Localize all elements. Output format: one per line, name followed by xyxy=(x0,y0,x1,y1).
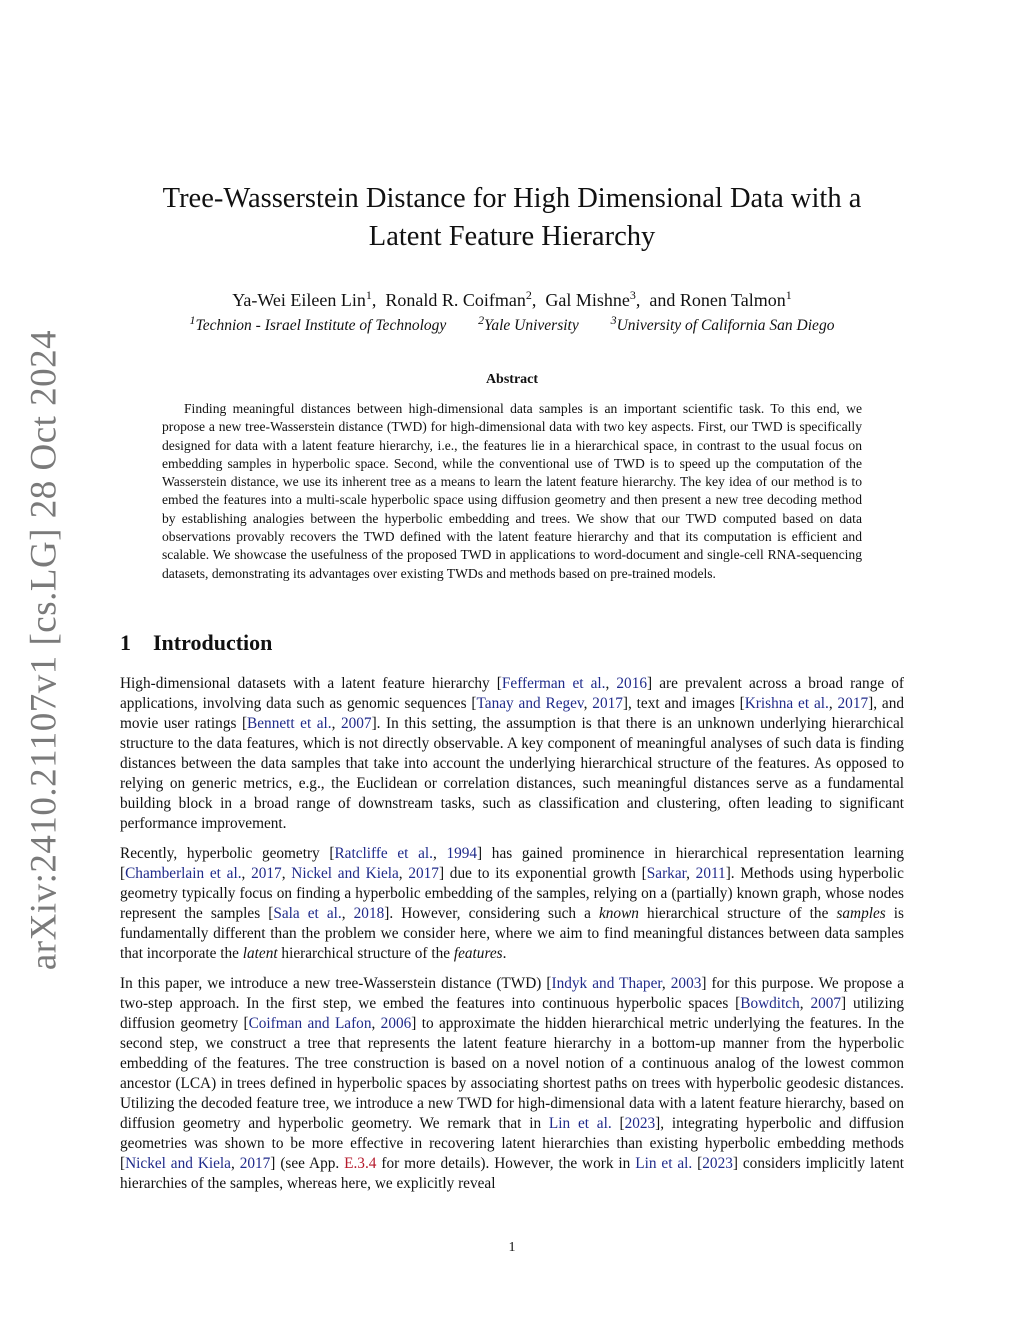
citation-link[interactable]: 2003 xyxy=(670,975,702,992)
emphasized-text: samples xyxy=(836,905,886,922)
text-run: , xyxy=(341,905,354,922)
author xyxy=(545,290,680,310)
citation-link[interactable]: Tanay and Regev xyxy=(476,695,584,712)
text-run: ] utilizing diffusion geometry [ xyxy=(120,995,904,1032)
title-line-2: Latent Feature Hierarchy xyxy=(368,221,656,252)
text-run: for more details). However, the work in xyxy=(376,1155,636,1172)
affiliation-number: 2 xyxy=(478,313,485,327)
citation-link[interactable]: Sala et al. xyxy=(273,905,342,922)
emphasized-text: features xyxy=(453,945,503,962)
affiliation-list xyxy=(120,309,904,337)
affiliation xyxy=(189,313,447,335)
text-run: , xyxy=(241,865,252,882)
citation-link[interactable]: 2018 xyxy=(353,905,385,922)
text-run: , xyxy=(432,845,447,862)
affiliation xyxy=(478,313,579,335)
abstract-text: Finding meaningful distances between high-dimensional data samples is an important scientific task. To this end, we propose a new tree-Wasserstein distance (TWD) for high-dimensional data with two key aspects. First, our TWD is specifically designed for data with a latent feature hierarchy, i.e., the features lie in a hierarchical space, in contrast to the usual focus on embedding samples in hyperbolic space. Second, while the conventional use of TWD is to speed up the computation of the Wasserstein distance, we use its inherent tree as a means to learn the latent feature hierarchy. The key idea of our method is to embed the features into a multi-scale hyperbolic space using diffusion geometry and then present a new tree decoding method by establishing analogies between the hyperbolic embedding and trees. We show that our TWD computed based on data observations provably recovers the TWD defined with the latent feature hierarchy and that its computation is efficient and scalable. We showcase the usefulness of the proposed TWD in applications to word-document and single-cell RNA-sequencing datasets, demonstrating its advantages over existing TWDs and methods based on pre-trained models. xyxy=(162,401,862,581)
text-run: . xyxy=(502,945,507,962)
author-affiliation-mark: 1 xyxy=(365,288,372,302)
text-run: [ xyxy=(611,1115,625,1132)
text-run: hierarchical structure of the xyxy=(277,945,454,962)
text-run: , xyxy=(583,695,593,712)
affiliation-number: 1 xyxy=(189,313,196,327)
citation-link[interactable]: Nickel and Kiela xyxy=(125,1155,231,1172)
intro-paragraph-2 xyxy=(120,844,904,964)
affiliation-name: Yale University xyxy=(484,317,579,335)
text-run: ]. However, considering such a xyxy=(384,905,599,922)
page-number: 1 xyxy=(508,1240,516,1255)
citation-link[interactable]: Lin et al. xyxy=(635,1155,693,1172)
text-run: hierarchical structure of the xyxy=(638,905,837,922)
section-number: 1 xyxy=(120,630,131,655)
citation-link[interactable]: Krishna et al. xyxy=(744,695,829,712)
author-name: Ronald R. Coifman xyxy=(385,290,526,310)
citation-link[interactable]: 2006 xyxy=(380,1015,412,1032)
emphasized-text: known xyxy=(598,905,639,922)
text-run: , xyxy=(686,865,696,882)
affiliation-name: Technion - Israel Institute of Technology xyxy=(195,317,447,335)
citation-link[interactable]: Fefferman et al. xyxy=(501,675,606,692)
affiliation xyxy=(610,313,835,335)
author xyxy=(385,290,545,310)
intro-paragraph-1 xyxy=(120,674,904,834)
text-run: , xyxy=(605,675,617,692)
text-run: ] to approximate the hidden hierarchical metric underlying the features. In the second step, we construct a tree that represents the latent feature hierarchy in a bottom-up manner from the hyperbolic embedding of the features. The tree construction is based on a novel notion of a continuous analog of the lowest common ancestor (LCA) in trees defined in hyperbolic spaces by associating shortest paths on trees with hyperbolic geodesic distances. Utilizing the decoded feature tree, we introduce a new TWD for high-dimensional data with a latent feature hierarchy, based on diffusion geometry and hyperbolic geometry. We remark that in xyxy=(120,1015,905,1132)
text-run: [ xyxy=(692,1155,703,1172)
citation-link[interactable]: 2017 xyxy=(239,1155,271,1172)
citation-link[interactable]: Sarkar xyxy=(646,865,687,882)
text-run: ]. In this setting, the assumption is that there is an unknown underlying hierarchical structure to the data features, which is not directly observable. A key component of meaningful analyses of such data is finding distances between the data samples that take into account the underlying hierarchical structure of the features. As opposed to relying on generic metrics, e.g., the Euclidean or correlation distances, such meaningful distances serve as a fundamental building block in a broad range of downstream tasks, such as classification and clustering, often leading to significant performance improvement. xyxy=(120,715,904,832)
author-separator: , and xyxy=(635,290,680,310)
author-affiliation-mark: 3 xyxy=(629,288,636,302)
abstract-heading: Abstract xyxy=(485,372,539,387)
author-affiliation-mark: 2 xyxy=(525,288,532,302)
citation-link[interactable]: 2017 xyxy=(408,865,439,882)
citation-link[interactable]: Indyk and Thaper xyxy=(551,975,662,992)
text-run: ] due to its exponential growth [ xyxy=(438,865,647,882)
affiliation-number: 3 xyxy=(610,313,617,327)
text-run: , xyxy=(371,1015,381,1032)
paper-title xyxy=(120,180,904,256)
citation-link[interactable]: 2023 xyxy=(624,1115,656,1132)
citation-link[interactable]: 2017 xyxy=(251,865,282,882)
citation-link[interactable]: 2016 xyxy=(616,675,647,692)
citation-link[interactable]: Ratcliffe et al. xyxy=(334,845,433,862)
text-run: In this paper, we introduce a new tree-Wasserstein distance (TWD) [ xyxy=(120,975,552,992)
citation-link[interactable]: Bennett et al. xyxy=(247,715,332,732)
citation-link[interactable]: 2017 xyxy=(592,695,623,712)
section-heading-introduction xyxy=(120,630,272,656)
citation-link[interactable]: 2007 xyxy=(810,995,842,1012)
arxiv-identifier-stamp: arXiv:2410.21107v1 [cs.LG] 28 Oct 2024 xyxy=(23,329,65,971)
text-run: is fundamentally different than the problem we consider here, where we aim to find meaningful distances between data samples that incorporate the xyxy=(120,905,905,962)
author xyxy=(680,290,792,310)
text-run: , xyxy=(230,1155,240,1172)
citation-link[interactable]: 2023 xyxy=(702,1155,733,1172)
text-run: ] has gained prominence in hierarchical representation learning [ xyxy=(120,845,904,882)
citation-link[interactable]: Coifman and Lafon xyxy=(248,1015,372,1032)
author-name: Ronen Talmon xyxy=(679,290,786,310)
text-run: , xyxy=(799,995,811,1012)
citation-link[interactable]: 2017 xyxy=(837,695,869,712)
author-separator: , xyxy=(531,290,546,310)
appendix-reference-link[interactable]: E.3.4 xyxy=(344,1155,377,1172)
text-run: ] considers implicitly latent hierarchies of the samples, whereas here, we explicitly reveal xyxy=(120,1155,904,1192)
citation-link[interactable]: 2011 xyxy=(695,865,726,882)
text-run: ], text and images [ xyxy=(622,695,745,712)
title-line-1: Tree-Wasserstein Distance for High Dimensional Data with a xyxy=(162,183,862,214)
citation-link[interactable]: Chamberlain et al. xyxy=(125,865,242,882)
text-run: ], integrating hyperbolic and diffusion geometries was shown to be more effective in recovering latent hierarchies than existing hyperbolic embedding methods [ xyxy=(120,1115,904,1172)
intro-paragraph-3 xyxy=(120,974,904,1194)
author-name: Ya-Wei Eileen Lin xyxy=(232,290,366,310)
section-title: Introduction xyxy=(153,630,273,655)
citation-link[interactable]: 1994 xyxy=(446,845,478,862)
text-run: , xyxy=(661,975,671,992)
citation-link[interactable]: Nickel and Kiela xyxy=(291,865,399,882)
text-run: ] (see App. xyxy=(270,1155,345,1172)
affiliation-name: University of California San Diego xyxy=(616,317,835,335)
author xyxy=(232,290,385,310)
text-run: High-dimensional datasets with a latent feature hierarchy [ xyxy=(120,675,502,692)
text-run: , xyxy=(828,695,838,712)
author-name: Gal Mishne xyxy=(545,290,630,310)
author-separator: , xyxy=(371,290,386,310)
citation-link[interactable]: Bowditch xyxy=(740,995,800,1012)
emphasized-text: latent xyxy=(242,945,278,962)
text-run: ] for this purpose. We propose a two-step approach. In the first step, we embed the features into continuous hyperbolic spaces [ xyxy=(120,975,904,1012)
citation-link[interactable]: Lin et al. xyxy=(548,1115,612,1132)
text-run: , xyxy=(281,865,292,882)
text-run: ], and movie user ratings [ xyxy=(120,695,904,732)
text-run: ] are prevalent across a broad range of applications, involving data such as genomic sequences [ xyxy=(120,675,904,712)
text-run: Recently, hyperbolic geometry [ xyxy=(120,845,335,862)
author-list xyxy=(120,283,904,312)
text-run: ]. Methods using hyperbolic geometry typically focus on finding a hyperbolic embedding of the samples, relying on a (partially) known graph, whose nodes represent the samples [ xyxy=(120,865,904,922)
author-affiliation-mark: 1 xyxy=(785,288,792,302)
text-run: , xyxy=(331,715,341,732)
citation-link[interactable]: 2007 xyxy=(340,715,372,732)
text-run: , xyxy=(398,865,409,882)
